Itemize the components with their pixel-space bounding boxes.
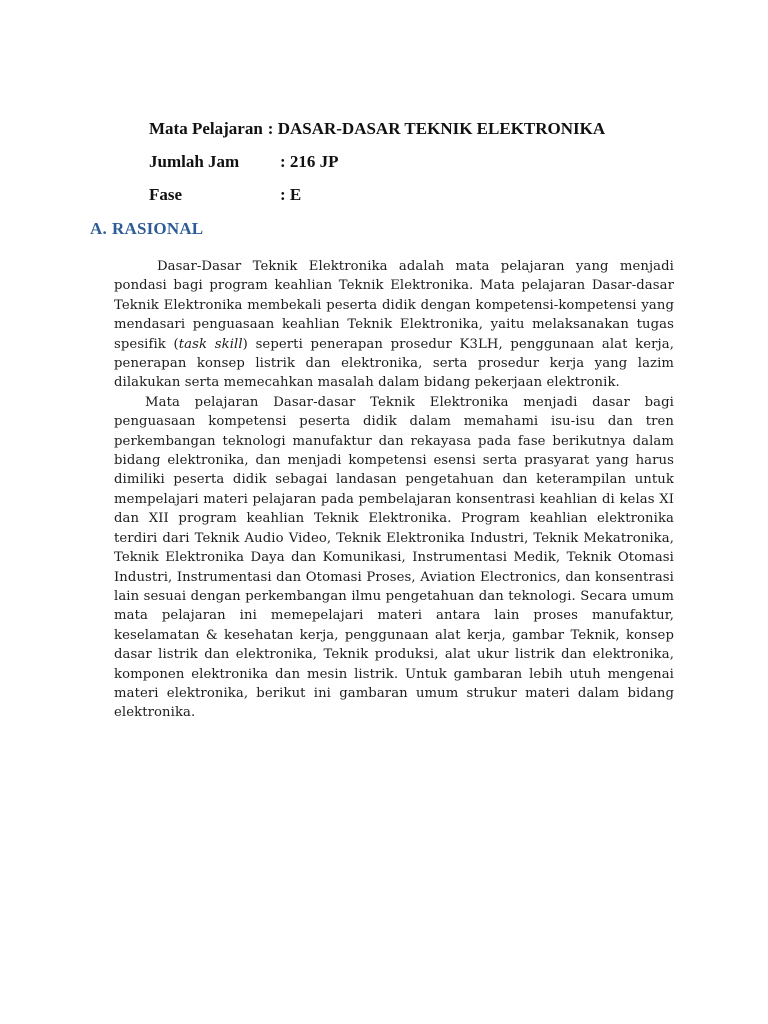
phase-value: : E bbox=[280, 185, 302, 204]
paragraph-2: Mata pelajaran Dasar-dasar Teknik Elektronika menjadi dasar bagi penguasaan kompetensi peserta didik dalam memahami isu-isu dan tren perkembangan teknologi manufaktur dan rekayasa pada fase berikutnya dalam bidang elektronika, dan menjadi kompetensi esensi serta prasyarat yang harus dimiliki peserta didik sebagai landasan pengetahuan dan keterampilan untuk mempelajari materi pelajaran pada pembelajaran konsentrasi keahlian di kelas XI dan XII program keahlian Teknik Elektronika. Program keahlian elektronika terdiri dari Teknik Audio Video, Teknik Elektronika Industri, Teknik Mekatronika, Teknik Elektronika Daya dan Komunikasi, Instrumentasi Medik, Teknik Otomasi Industri, Instrumentasi dan Otomasi Proses, Aviation Electronics, dan konsentrasi lain sesuai dengan perkembangan ilmu pengetahuan dan teknologi. Secara umum mata pelajaran ini memepelajari materi antara lain proses manufaktur, keselamatan & kesehatan kerja, penggunaan alat kerja, gambar Teknik, konsep dasar listrik dan elektronika, Teknik produksi, alat ukur listrik dan elektronika, komponen elektronika dan mesin listrik. Untuk gambaran lebih utuh mengenai materi elektronika, berikut ini gambaran umum strukur materi dalam bidang elektronika. bbox=[114, 394, 674, 721]
paragraph-1-text-a: Dasar-Dasar Teknik Elektronika adalah mata pelajaran yang menjadi pondasi bagi program keahlian Teknik Elektronika. Mata pelajaran Dasar-dasar Teknik Elektronika membekali peserta didik dengan kompetensi-kompetensi yang mendasari penguasaan keahlian Teknik Elektronika, yaitu melaksanakan tugas spesifik ( bbox=[114, 259, 674, 352]
hours-label: Jumlah Jam bbox=[149, 152, 240, 171]
section-title: RASIONAL bbox=[112, 219, 204, 238]
paragraph-1 bbox=[114, 257, 674, 393]
subject-value: : DASAR-DASAR TEKNIK ELEKTRONIKA bbox=[267, 119, 606, 138]
paragraph-1-italic-term: task skill bbox=[178, 336, 243, 352]
section-number: A. bbox=[90, 219, 107, 238]
phase-row bbox=[149, 183, 605, 216]
course-info bbox=[149, 117, 605, 216]
rationale-body bbox=[114, 257, 674, 723]
hours-value: : 216 JP bbox=[280, 152, 339, 171]
subject-label: Mata Pelajaran bbox=[149, 119, 263, 138]
phase-label: Fase bbox=[149, 185, 183, 204]
section-heading bbox=[90, 219, 203, 239]
hours-row bbox=[149, 150, 605, 183]
paragraph-1-text-b: ) seperti penerapan prosedur K3LH, penggunaan alat kerja, penerapan konsep listrik dan elektronika, serta prosedur kerja yang lazim dilakukan serta memecahkan masalah dalam bidang pekerjaan elektronik. bbox=[114, 336, 674, 391]
subject-row bbox=[149, 117, 605, 150]
